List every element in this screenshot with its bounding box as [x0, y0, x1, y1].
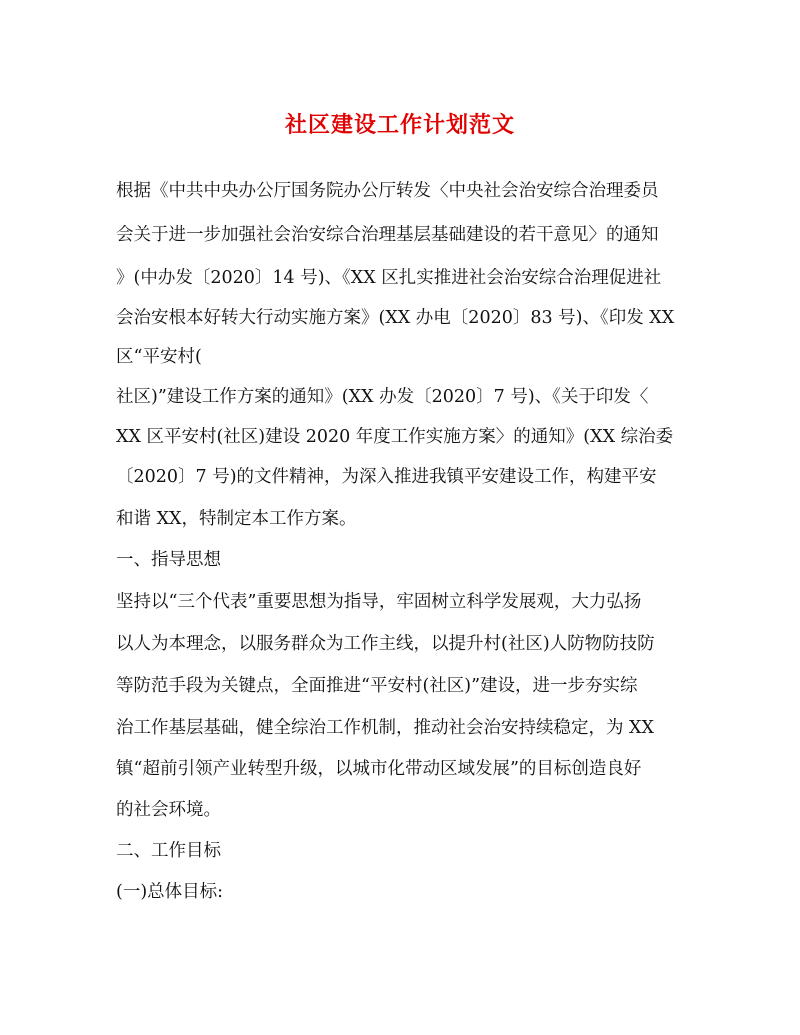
- body-line-5: 区“平安村(: [116, 347, 202, 367]
- body-line-9: 和谐 XX，特制定本工作方案。: [116, 509, 357, 529]
- body-line-4: 会治安根本好转大行动实施方案》(XX 办电〔2020〕83 号)、《印发 XX: [116, 308, 675, 328]
- body-line-1: 根据《中共中央办公厅国务院办公厅转发〈中央社会治安综合治理委员: [116, 181, 659, 201]
- body-line-13: 等防范手段为关键点，全面推进“平安村(社区)”建设，进一步夯实综: [116, 676, 638, 696]
- body-line-7: XX 区平安村(社区)建设 2020 年度工作实施方案〉的通知》(XX 综治委: [116, 427, 674, 447]
- body-line-3: 》(中办发〔2020〕14 号)、《XX 区扎实推进社会治安综合治理促进社: [116, 268, 662, 288]
- body-line-6: 社区)”建设工作方案的通知》(XX 办发〔2020〕7 号)、《关于印发〈: [116, 387, 649, 407]
- document-title: 社区建设工作计划范文: [284, 112, 515, 138]
- body-line-11: 坚持以“三个代表”重要思想为指导，牢固树立科学发展观，大力弘扬: [116, 592, 642, 612]
- body-line-16: 的社会环境。: [116, 800, 221, 820]
- body-line-14: 治工作基层基础，健全综治工作机制，推动社会治安持续稳定，为 XX: [116, 718, 654, 738]
- section-heading-2: 二、工作目标: [116, 841, 221, 861]
- body-line-8: 〔2020〕7 号)的文件精神，为深入推进我镇平安建设工作，构建平安: [116, 467, 657, 487]
- subsection-heading-1: (一)总体目标:: [116, 882, 224, 902]
- body-line-2: 会关于进一步加强社会治安综合治理基层基础建设的若干意见〉的通知: [116, 225, 659, 245]
- section-heading-1: 一、指导思想: [116, 550, 221, 570]
- body-line-15: 镇“超前引领产业转型升级，以城市化带动区域发展”的目标创造良好: [116, 759, 642, 779]
- body-line-12: 以人为本理念，以服务群众为工作主线，以提升村(社区)人防物防技防: [116, 634, 655, 654]
